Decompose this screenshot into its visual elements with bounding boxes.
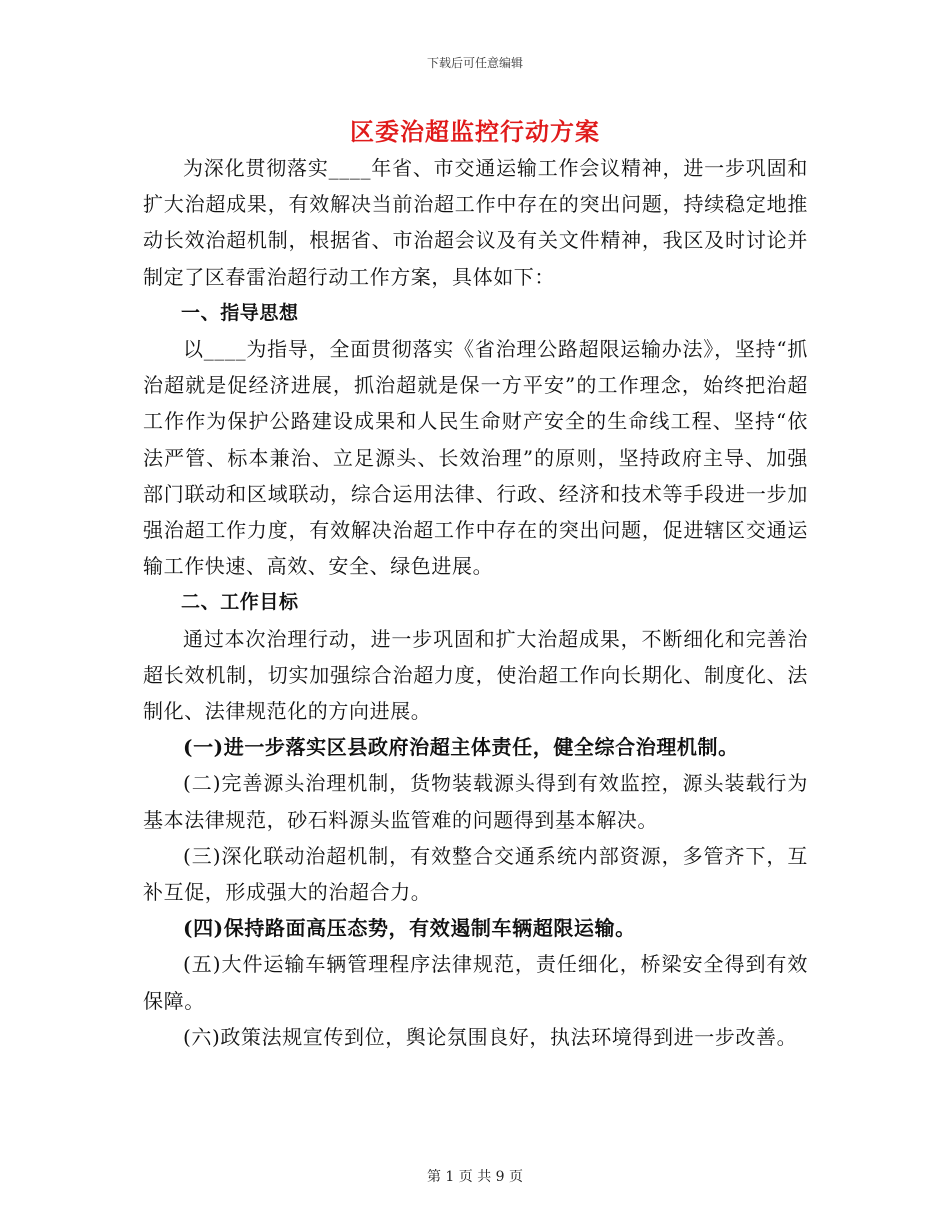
section-heading-guiding-thought: 一、指导思想 [181, 301, 299, 324]
work-goals-paragraph: 通过本次治理行动，进一步巩固和扩大治超成果，不断细化和完善治超长效机制，切实加强综合治超力度，使治超工作向长期化、制度化、法制化、法律规范化的方向进展。 [143, 626, 808, 724]
goal-item-6: (六)政策法规宣传到位，舆论氛围良好，执法环境得到进一步改善。 [183, 1024, 798, 1049]
goal-item-4: (四)保持路面高压态势，有效遏制车辆超限运输。 [183, 916, 636, 941]
document-body [143, 150, 808, 1055]
goal-item-5: (五)大件运输车辆管理程序法律规范，责任细化，桥梁安全得到有效保障。 [143, 952, 808, 1013]
goal-item-2: (二)完善源头治理机制，货物装载源头得到有效监控，源头装载行为基本法律规范，砂石料源头监管难的问题得到基本解决。 [143, 771, 808, 832]
page-number-footer: 第 1 页 共 9 页 [426, 1169, 524, 1185]
guiding-thought-paragraph: 以____为指导，全面贯彻落实《省治理公路超限运输办法》，坚持“抓治超就是促经济进展，抓治超就是保一方平安”的工作理念，始终把治超工作作为保护公路建设成果和人民生命财产安全的生命线工程、坚持“依法严管、标本兼治、立足源头、长效治理”的原则，坚持政府主导、加强部门联动和区域联动，综合运用法律、行政、经济和技术等手段进一步加强治超工作力度，有效解决治超工作中存在的突出问题，促进辖区交通运输工作快速、高效、安全、绿色进展。 [143, 337, 808, 579]
intro-paragraph: 为深化贯彻落实____年省、市交通运输工作会议精神，进一步巩固和扩大治超成果，有效解决当前治超工作中存在的突出问题，持续稳定地推动长效治超机制，根据省、市治超会议及有关文件精神，我区及时讨论并制定了区春雷治超行动工作方案，具体如下： [143, 156, 808, 289]
goal-item-3: (三)深化联动治超机制，有效整合交通系统内部资源，多管齐下，互补互促，形成强大的治超合力。 [143, 843, 808, 905]
goal-item-1: (一)进一步落实区县政府治超主体责任，健全综合治理机制。 [183, 735, 739, 760]
section-heading-work-goals: 二、工作目标 [181, 591, 299, 614]
document-title: 区委治超监控行动方案 [350, 117, 600, 146]
header-note: 下载后可任意编辑 [426, 56, 523, 70]
